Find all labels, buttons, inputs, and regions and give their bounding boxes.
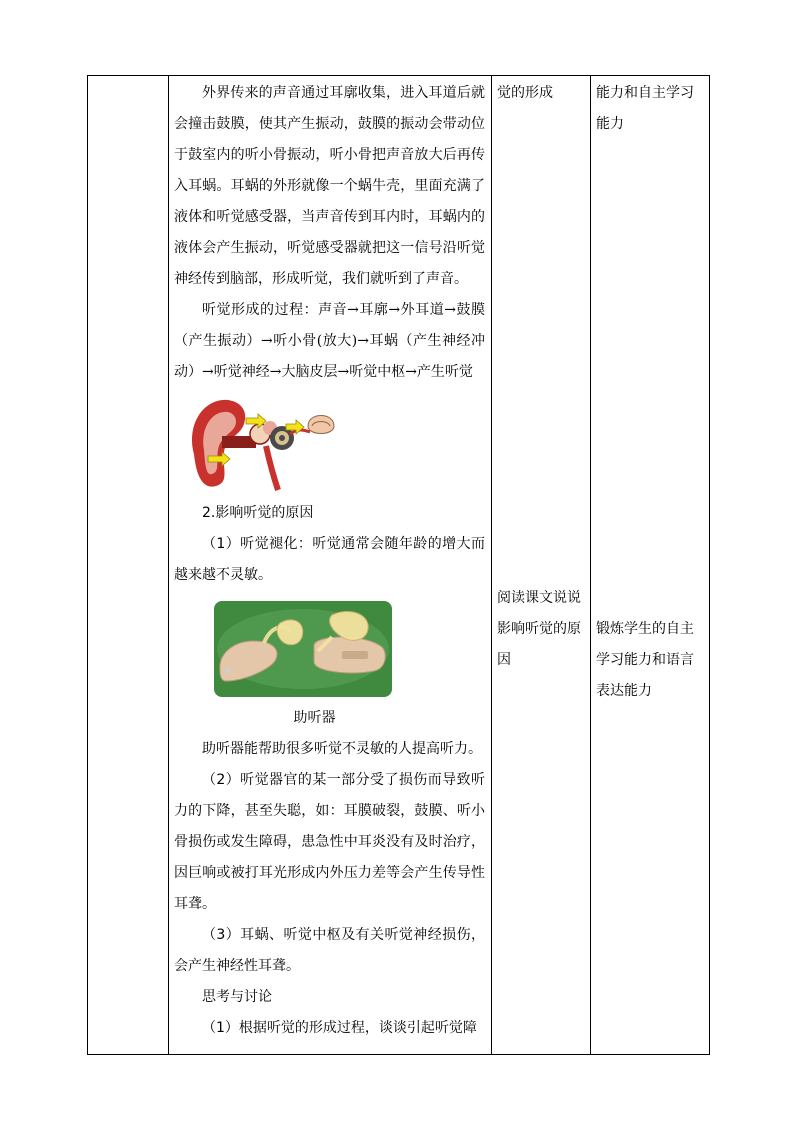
activity-text-middle: 阅读课文说说影响听觉的原因 [497, 590, 581, 668]
student-activity-cell [492, 76, 591, 1055]
section-heading-factors: 2.影响听觉的原因 [202, 505, 314, 521]
figure-caption-hearing-aid: 助听器 [293, 710, 336, 726]
paragraph-conductive-deafness: （2）听觉器官的某一部分受了损伤而导致听力的下降，甚至失聪，如：耳膜破裂，鼓膜、听小骨损伤或发生障碍，患急性中耳炎没有及时治疗，因巨响或被打耳光形成内外压力差等会产生传导性耳聋。 [174, 772, 485, 912]
paragraph-hearing-aid: 助听器能帮助很多听觉不灵敏的人提高听力。 [202, 741, 482, 757]
paragraph-hearing-decline: （1）听觉褪化：听觉通常会随年龄的增大而越来越不灵敏。 [174, 536, 485, 583]
intent-text-top: 能力和自主学习能力 [596, 85, 694, 132]
activity-text-top: 觉的形成 [497, 85, 553, 101]
empty-cell [88, 76, 169, 1055]
intent-text-middle: 锻炼学生的自主学习能力和语言表达能力 [596, 621, 694, 699]
paragraph-hearing-process: 听觉形成的过程：声音→耳廓→外耳道→鼓膜（产生振动）→听小骨(放大)→耳蜗（产生神经冲动）→听觉神经→大脑皮层→听觉中枢→产生听觉 [174, 302, 485, 380]
section-heading-discussion: 思考与讨论 [202, 989, 272, 1005]
paragraph-discussion-question: （1）根据听觉的形成过程，谈谈引起听觉障 [202, 1020, 477, 1036]
lesson-plan-table [87, 75, 710, 1055]
design-intent-cell [591, 76, 710, 1055]
paragraph-hearing-mechanism: 外界传来的声音通过耳廓收集，进入耳道后就会撞击鼓膜，使其产生振动，鼓膜的振动会带动位于鼓室内的听小骨振动，听小骨把声音放大后再传入耳蜗。耳蜗的外形就像一个蜗牛壳，里面充满了液体和听觉感受器，当声音传到耳内时，耳蜗内的液体会产生振动，听觉感受器就把这一信号沿听觉神经传到脑部，形成听觉，我们就听到了声音。 [174, 85, 485, 287]
paragraph-sensorineural-deafness: （3）耳蜗、听觉中枢及有关听觉神经损伤，会产生神经性耳聋。 [174, 927, 485, 974]
content-cell [169, 76, 492, 1055]
ear-anatomy-figure [186, 394, 336, 494]
hearing-aid-figure [214, 601, 392, 697]
table-row [88, 76, 710, 1055]
